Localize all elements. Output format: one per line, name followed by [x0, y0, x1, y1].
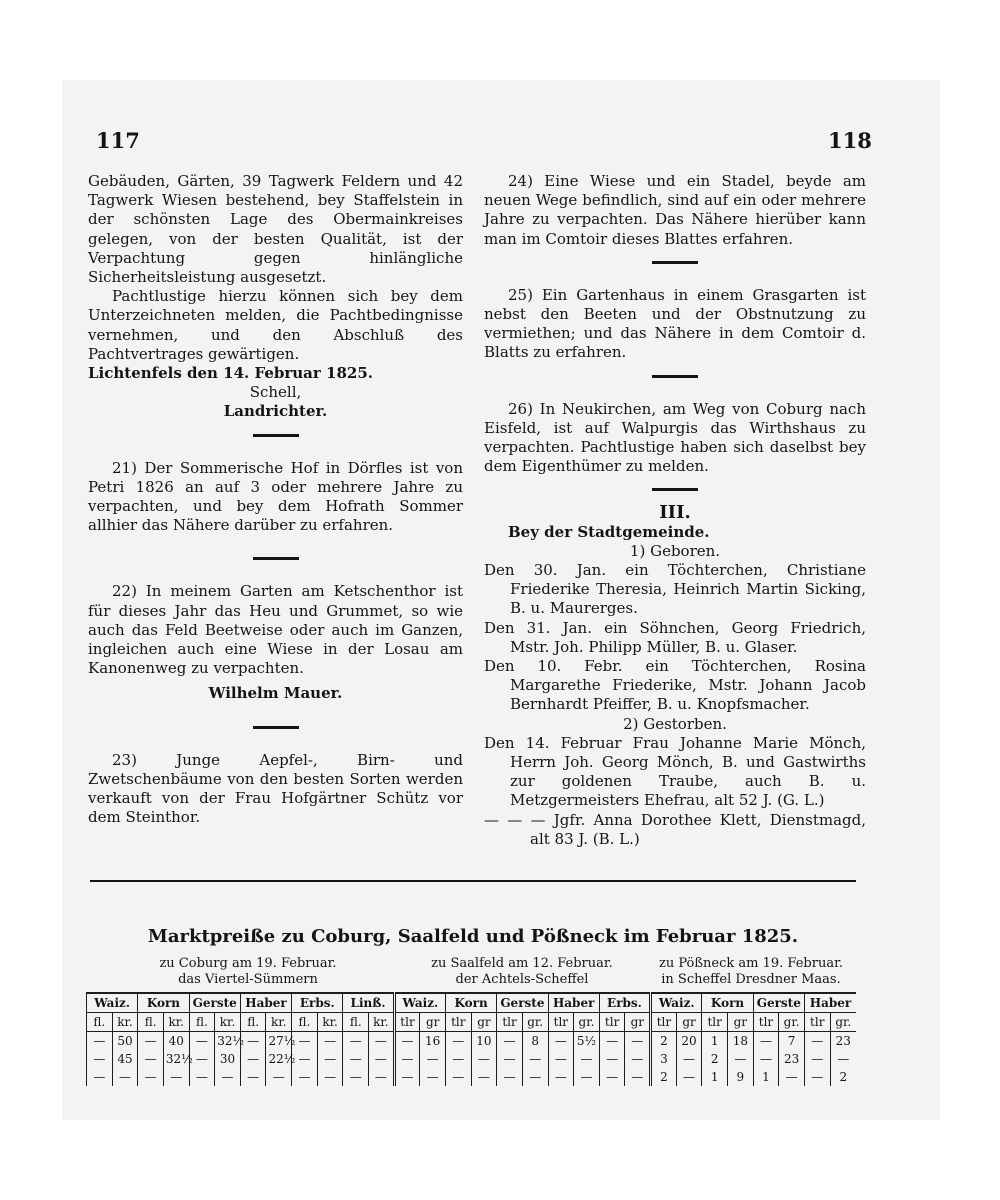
death-entry: Den 14. Februar Frau Johanne Marie Mönch, Herrn Joh. Georg Mönch, B. und Gastwirths zur goldenen Traube, auch B. u. Metzgermeisters Ehefrau, alt 52 J. (G. L.)	[484, 733, 866, 810]
price-cell: —	[87, 1050, 113, 1068]
grain-header: Haber	[804, 993, 856, 1013]
price-cell: —	[445, 1032, 471, 1051]
price-cell: —	[343, 1068, 369, 1086]
grain-header: Gerste	[189, 993, 240, 1013]
price-cell: —	[625, 1050, 651, 1068]
price-cell: —	[138, 1068, 164, 1086]
unit-header: tlr	[394, 1013, 420, 1032]
ad-22-signature: Wilhelm Mauer.	[208, 684, 343, 703]
market-price-table	[86, 992, 856, 1086]
unit-header: gr.	[522, 1013, 548, 1032]
section-title: Bey der Stadtgemeinde.	[508, 522, 710, 541]
price-cell: —	[420, 1050, 446, 1068]
unit-header: gr.	[574, 1013, 600, 1032]
unit-header: gr	[676, 1013, 702, 1032]
price-cell: —	[292, 1068, 318, 1086]
unit-header: gr	[625, 1013, 651, 1032]
unit-header: gr.	[830, 1013, 856, 1032]
price-cell: 2	[651, 1068, 677, 1086]
price-cell: —	[369, 1032, 395, 1051]
price-cell: —	[779, 1068, 805, 1086]
price-cell: —	[522, 1068, 548, 1086]
grain-header: Korn	[138, 993, 189, 1013]
price-cell: —	[599, 1068, 625, 1086]
price-cell: —	[189, 1032, 215, 1051]
price-cell: —	[138, 1032, 164, 1051]
price-cell: —	[343, 1050, 369, 1068]
price-cell: —	[163, 1068, 189, 1086]
price-cell: —	[445, 1068, 471, 1086]
price-cell: 2	[830, 1068, 856, 1086]
grain-header: Waiz.	[651, 993, 702, 1013]
unit-header: tlr	[599, 1013, 625, 1032]
price-cell: —	[317, 1050, 343, 1068]
price-cell: —	[676, 1068, 702, 1086]
birth-entry: Den 10. Febr. ein Töchterchen, Rosina Margarethe Friederike, Mstr. Johann Jacob Bernhardt Pfeiffer, B. u. Knopfsmacher.	[484, 657, 866, 714]
price-cell: —	[728, 1050, 754, 1068]
birth-entry: Den 30. Jan. ein Töchterchen, Christiane Friederike Theresia, Heinrich Martin Sicking, B. u. Maurerges.	[484, 561, 866, 618]
unit-header: fl.	[87, 1013, 113, 1032]
price-cell: 22½	[266, 1050, 292, 1068]
price-cell: 1	[702, 1032, 728, 1051]
grain-header: Haber	[548, 993, 599, 1013]
price-cell: 2	[702, 1050, 728, 1068]
unit-header-row	[87, 1013, 857, 1032]
unit-header: kr.	[317, 1013, 343, 1032]
price-cell: —	[625, 1068, 651, 1086]
price-cell: —	[394, 1050, 420, 1068]
unit-header: tlr	[702, 1013, 728, 1032]
ad-26: 26) In Neukirchen, am Weg von Coburg nach Eisfeld, ist auf Walpurgis das Wirthshaus zu verpachten. Pachtlustige haben sich daselbst bey dem Eigenthümer zu melden.	[484, 399, 866, 476]
unit-header: tlr	[753, 1013, 779, 1032]
separator	[253, 726, 299, 729]
price-cell: —	[497, 1032, 523, 1051]
price-cell: —	[830, 1050, 856, 1068]
right-column	[484, 172, 866, 849]
price-row	[87, 1068, 857, 1086]
unit-header: kr.	[369, 1013, 395, 1032]
unit-header: tlr	[548, 1013, 574, 1032]
separator	[652, 375, 698, 378]
price-cell: —	[317, 1068, 343, 1086]
price-cell: —	[420, 1068, 446, 1086]
price-cell: 9	[728, 1068, 754, 1086]
price-cell: —	[87, 1068, 113, 1086]
place-date: Lichtenfels den 14. Februar 1825.	[88, 364, 373, 383]
ad-25: 25) Ein Gartenhaus in einem Grasgarten ist nebst den Beeten und der Obstnutzung zu vermiethen; und das Nähere in dem Comtoir d. Blatts zu erfahren.	[484, 285, 866, 362]
price-cell: 5½	[574, 1032, 600, 1051]
price-cell: —	[497, 1068, 523, 1086]
price-cell: —	[240, 1050, 266, 1068]
price-cell: —	[369, 1050, 395, 1068]
price-cell: —	[471, 1050, 497, 1068]
price-cell: —	[676, 1050, 702, 1068]
unit-header: tlr	[804, 1013, 830, 1032]
price-cell: 23	[779, 1050, 805, 1068]
page-number-left: 117	[96, 128, 140, 153]
separator	[652, 488, 698, 491]
grain-header: Waiz.	[394, 993, 445, 1013]
price-cell: 1	[753, 1068, 779, 1086]
price-cell: —	[599, 1050, 625, 1068]
market-group-coburg: zu Coburg am 19. Februar. das Viertel-Sümmern	[159, 956, 337, 987]
unit-header: gr.	[779, 1013, 805, 1032]
unit-header: fl.	[189, 1013, 215, 1032]
death-entry: — — — Jgfr. Anna Dorothee Klett, Dienstmagd, alt 83 J. (B. L.)	[484, 810, 866, 848]
price-cell: —	[599, 1032, 625, 1051]
price-cell: —	[292, 1050, 318, 1068]
price-cell: —	[343, 1032, 369, 1051]
unit-header: tlr	[651, 1013, 677, 1032]
price-cell: —	[112, 1068, 138, 1086]
price-cell: —	[804, 1050, 830, 1068]
separator	[253, 434, 299, 437]
price-cell: —	[753, 1050, 779, 1068]
signer-title: Landrichter.	[223, 402, 328, 421]
unit-header: gr	[728, 1013, 754, 1032]
unit-header: fl.	[292, 1013, 318, 1032]
market-prices-title: Marktpreiße zu Coburg, Saalfeld und Pößneck im Februar 1825.	[147, 926, 799, 947]
price-cell: 18	[728, 1032, 754, 1051]
grain-header: Haber	[240, 993, 291, 1013]
unit-header: fl.	[343, 1013, 369, 1032]
price-cell: —	[215, 1068, 241, 1086]
price-cell: 3	[651, 1050, 677, 1068]
price-cell: 10	[471, 1032, 497, 1051]
price-cell: 1	[702, 1068, 728, 1086]
price-cell: —	[522, 1050, 548, 1068]
unit-header: kr.	[163, 1013, 189, 1032]
unit-header: tlr	[497, 1013, 523, 1032]
separator	[652, 261, 698, 264]
unit-header: gr	[471, 1013, 497, 1032]
unit-header: fl.	[240, 1013, 266, 1032]
price-cell: 7	[779, 1032, 805, 1051]
price-cell: —	[189, 1050, 215, 1068]
deaths-heading: 2) Gestorben.	[623, 714, 727, 733]
price-cell: —	[394, 1068, 420, 1086]
price-cell: —	[804, 1068, 830, 1086]
price-cell: —	[266, 1068, 292, 1086]
section-rule	[90, 880, 856, 882]
price-cell: —	[548, 1050, 574, 1068]
price-cell: —	[471, 1068, 497, 1086]
price-cell: —	[574, 1068, 600, 1086]
unit-header: kr.	[112, 1013, 138, 1032]
unit-header: tlr	[445, 1013, 471, 1032]
section-number: III.	[659, 502, 691, 524]
ad-23: 23) Junge Aepfel-, Birn- und Zwetschenbäume von den besten Sorten werden verkauft von der Frau Hofgärtner Schütz vor dem Steinthor.	[88, 750, 463, 827]
price-cell: —	[292, 1032, 318, 1051]
price-cell: —	[548, 1032, 574, 1051]
ad-21: 21) Der Sommerische Hof in Dörfles ist von Petri 1826 an auf 3 oder mehrere Jahre zu verpachten, und bey dem Hofrath Sommer allhier das Nähere darüber zu erfahren.	[88, 458, 463, 535]
price-cell: —	[574, 1050, 600, 1068]
unit-header: gr	[420, 1013, 446, 1032]
price-cell: 27½	[266, 1032, 292, 1051]
estate-ad-text: Gebäuden, Gärten, 39 Tagwerk Feldern und 42 Tagwerk Wiesen bestehend, bey Staffelstein in der schönsten Lage des Obermainkreises gelegen, von der besten Qualität, ist der Verpachtung gegen hinlängliche Sicherheitsleistung ausgesetzt.	[88, 172, 463, 287]
ad-22: 22) In meinem Garten am Ketschenthor ist für dieses Jahr das Heu und Grummet, so wie auch das Feld Beetweise oder auch im Ganzen, ingleichen auch eine Wiese in der Losau am Kanonenweg zu verpachten.	[88, 582, 463, 678]
price-cell: —	[753, 1032, 779, 1051]
grain-header: Korn	[702, 993, 753, 1013]
price-cell: —	[394, 1032, 420, 1051]
price-cell: 30	[215, 1050, 241, 1068]
unit-header: kr.	[266, 1013, 292, 1032]
price-cell: —	[189, 1068, 215, 1086]
price-cell: 2	[651, 1032, 677, 1051]
price-row	[87, 1050, 857, 1068]
market-group-saalfeld: zu Saalfeld am 12. Februar. der Achtels-Scheffel	[431, 956, 613, 987]
price-cell: —	[87, 1032, 113, 1051]
unit-header: fl.	[138, 1013, 164, 1032]
estate-ad-contact: Pachtlustige hierzu können sich bey dem Unterzeichneten melden, die Pachtbedingnisse vernehmen, und den Abschluß des Pachtvertrages gewärtigen.	[88, 287, 463, 363]
price-cell: 32½	[215, 1032, 241, 1051]
birth-entry: Den 31. Jan. ein Söhnchen, Georg Friedrich, Mstr. Joh. Philipp Müller, B. u. Glaser.	[484, 618, 866, 656]
price-cell: 45	[112, 1050, 138, 1068]
grain-header: Korn	[445, 993, 496, 1013]
grain-header: Gerste	[753, 993, 804, 1013]
price-cell: —	[317, 1032, 343, 1051]
price-cell: 23	[830, 1032, 856, 1051]
signer-name: Schell,	[249, 383, 302, 402]
grain-header: Erbs.	[292, 993, 343, 1013]
market-group-poessneck: zu Pößneck am 19. Februar. in Scheffel Dresdner Maas.	[658, 956, 844, 987]
grain-header: Waiz.	[87, 993, 138, 1013]
births-heading: 1) Geboren.	[629, 541, 721, 560]
price-cell: —	[625, 1032, 651, 1051]
price-cell: 16	[420, 1032, 446, 1051]
price-cell: —	[445, 1050, 471, 1068]
grain-header-row	[87, 993, 857, 1013]
page-number-right: 118	[828, 128, 872, 153]
price-cell: —	[240, 1032, 266, 1051]
left-column	[88, 172, 463, 827]
price-cell: 40	[163, 1032, 189, 1051]
price-cell: —	[548, 1068, 574, 1086]
price-cell: 32½	[163, 1050, 189, 1068]
separator	[253, 557, 299, 560]
grain-header: Erbs.	[599, 993, 650, 1013]
price-cell: —	[138, 1050, 164, 1068]
ad-24: 24) Eine Wiese und ein Stadel, beyde am neuen Wege befindlich, sind auf ein oder mehrere Jahre zu verpachten. Das Nähere hierüber kann man im Comtoir dieses Blattes erfahren.	[484, 172, 866, 248]
price-cell: 20	[676, 1032, 702, 1051]
price-cell: 50	[112, 1032, 138, 1051]
grain-header: Linß.	[343, 993, 394, 1013]
price-cell: —	[497, 1050, 523, 1068]
price-cell: —	[369, 1068, 395, 1086]
price-cell: 8	[522, 1032, 548, 1051]
price-row	[87, 1032, 857, 1051]
price-cell: —	[804, 1032, 830, 1051]
price-cell: —	[240, 1068, 266, 1086]
grain-header: Gerste	[497, 993, 548, 1013]
unit-header: kr.	[215, 1013, 241, 1032]
